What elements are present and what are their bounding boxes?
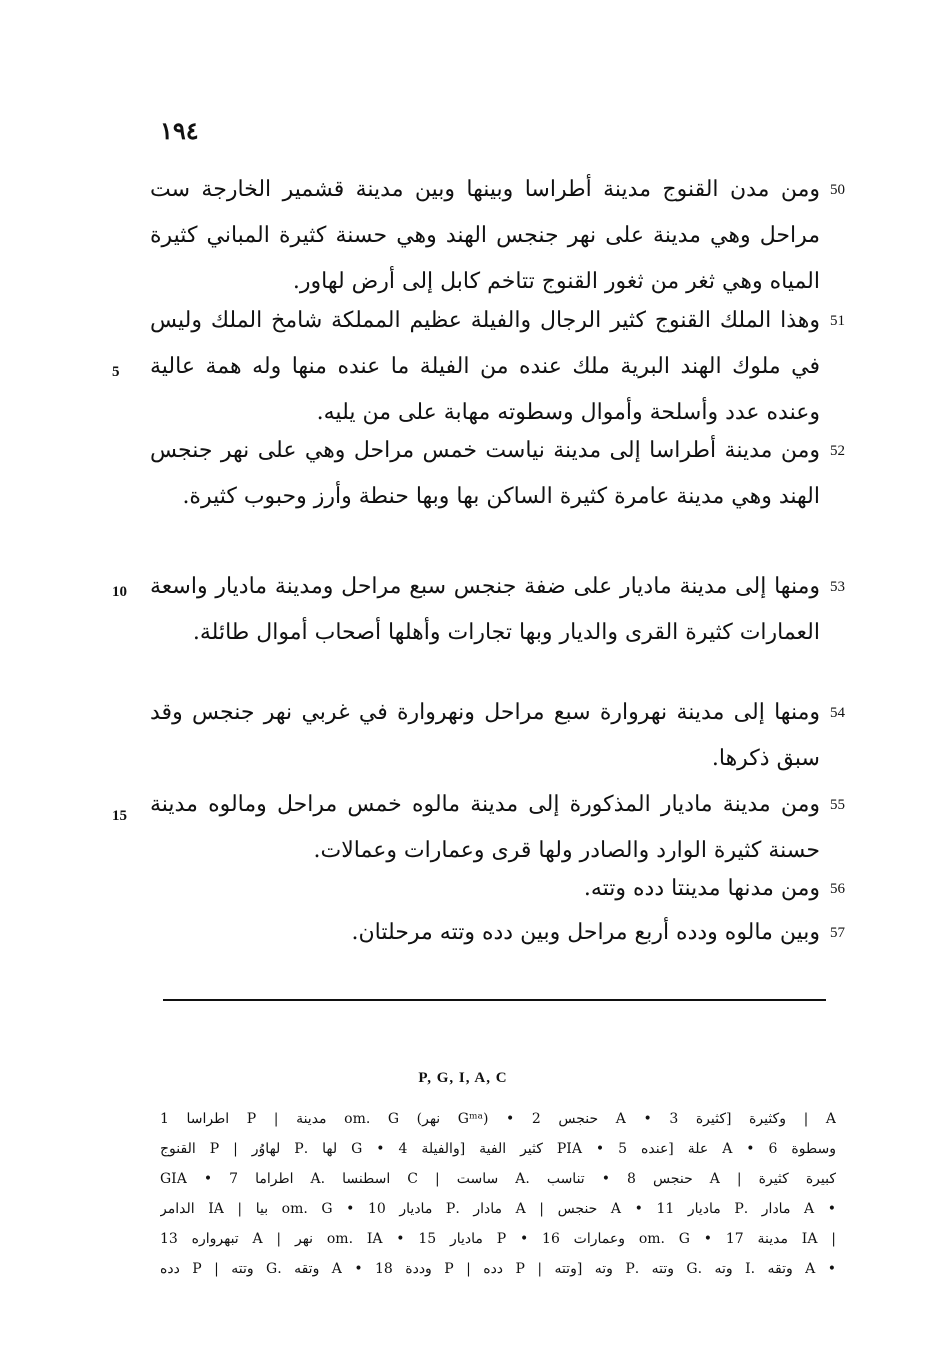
- paragraph-text: ومن مدن القنوج مدينة أطراسا وبينها وبين مدينة قشمير الخارجة ست مراحل وهي مدينة على نهر جنجس الهند وهي حسنة كثيرة المباني كثيرة المياه وهي ثغر من ثغور القنوج تتاخم كابل إلى أرض لهاور.: [150, 177, 820, 294]
- paragraph-number: 51: [830, 313, 845, 329]
- apparatus-line: | IA مدينة 17 • om. G وعمارات 16 • P ماديار 15 • om. IA نهر | A تبهرواره 13: [160, 1231, 836, 1247]
- apparatus-line: وسطوة 6 • A علة [عنده 5 • PIA كثير الفية [والفيلة 4 • G لها .P لهاوُر | P القنوج: [160, 1141, 836, 1157]
- line-number-marker: 15: [112, 808, 127, 824]
- paragraph-number: 52: [830, 443, 845, 459]
- paragraph-text: ومن مدينة أطراسا إلى مدينة نياست خمس مراحل وهي على نهر جنجس الهند وهي مدينة عامرة كثيرة الساكن بها وبها حنطة وأرز وحبوب كثيرة.: [150, 438, 820, 509]
- footnote-rule: [163, 999, 826, 1001]
- line-number-marker: 5: [112, 364, 120, 380]
- paragraph-number: 53: [830, 579, 845, 595]
- critical-apparatus: [160, 1104, 836, 1284]
- apparatus-line: • A وتقه .I وته .G وتته .P وته [وتته | P دده | P وددة 18 • A وتقه .G وتته | P دده: [160, 1261, 836, 1277]
- paragraph-text: وبين مالوه ودده أربع مراحل وبين دده وتته مرحلتان.: [351, 920, 820, 945]
- paragraph-number: 57: [830, 925, 845, 941]
- line-number-marker: 10: [112, 584, 127, 600]
- paragraph-number: 54: [830, 705, 845, 721]
- paragraph-text: ومن مدنها مدينتا دده وتته.: [583, 876, 820, 901]
- apparatus-line: كبيرة كثيرة | A حنجس 8 • تناسب .A ساست | C اسطنسا .A اطراما 7 • GIA: [160, 1171, 836, 1187]
- paragraph-text: ومنها إلى مدينة نهروارة سبع مراحل ونهروارة في غربي نهر جنجس وقد سبق ذكرها.: [150, 700, 820, 771]
- manuscript-sigla: P, G, I, A, C: [418, 1070, 508, 1086]
- paragraph-number: 55: [830, 797, 845, 813]
- paragraph-number: 50: [830, 182, 845, 198]
- paragraph-text: ومنها إلى مدينة ماديار على ضفة جنجس سبع مراحل ومدينة ماديار واسعة العمارات كثيرة القرى والديار وبها تجارات وأهلها أصحاب أموال طائلة.: [150, 574, 820, 645]
- apparatus-line: • A مادار .P ماديار 11 • A حنجس | A مادار .P ماديار 10 • om. G بيا | IA الدامر: [160, 1201, 836, 1217]
- paragraph-text: وهذا الملك القنوج كثير الرجال والفيلة عظيم المملكة شامخ الملك وليس في ملوك الهند البرية ملك عنده من الفيلة ما عنده منها وله همة عالية وعنده عدد وأسلحة وأموال وسطوته مهابة على من يليه.: [150, 308, 820, 425]
- page-number: ١٩٤: [160, 116, 199, 145]
- apparatus-line: A | وكثيرة [كثيرة 3 • A حنجس 2 • (Gᵐᵃ نهر) om. G مدينة | P اطراسا 1: [160, 1111, 836, 1127]
- paragraph-number: 56: [830, 881, 845, 897]
- paragraph-text: ومن مدينة ماديار المذكورة إلى مدينة مالوه خمس مراحل ومالوه مدينة حسنة كثيرة الوارد والصادر ولها قرى وعمارات وعمالات.: [150, 792, 820, 863]
